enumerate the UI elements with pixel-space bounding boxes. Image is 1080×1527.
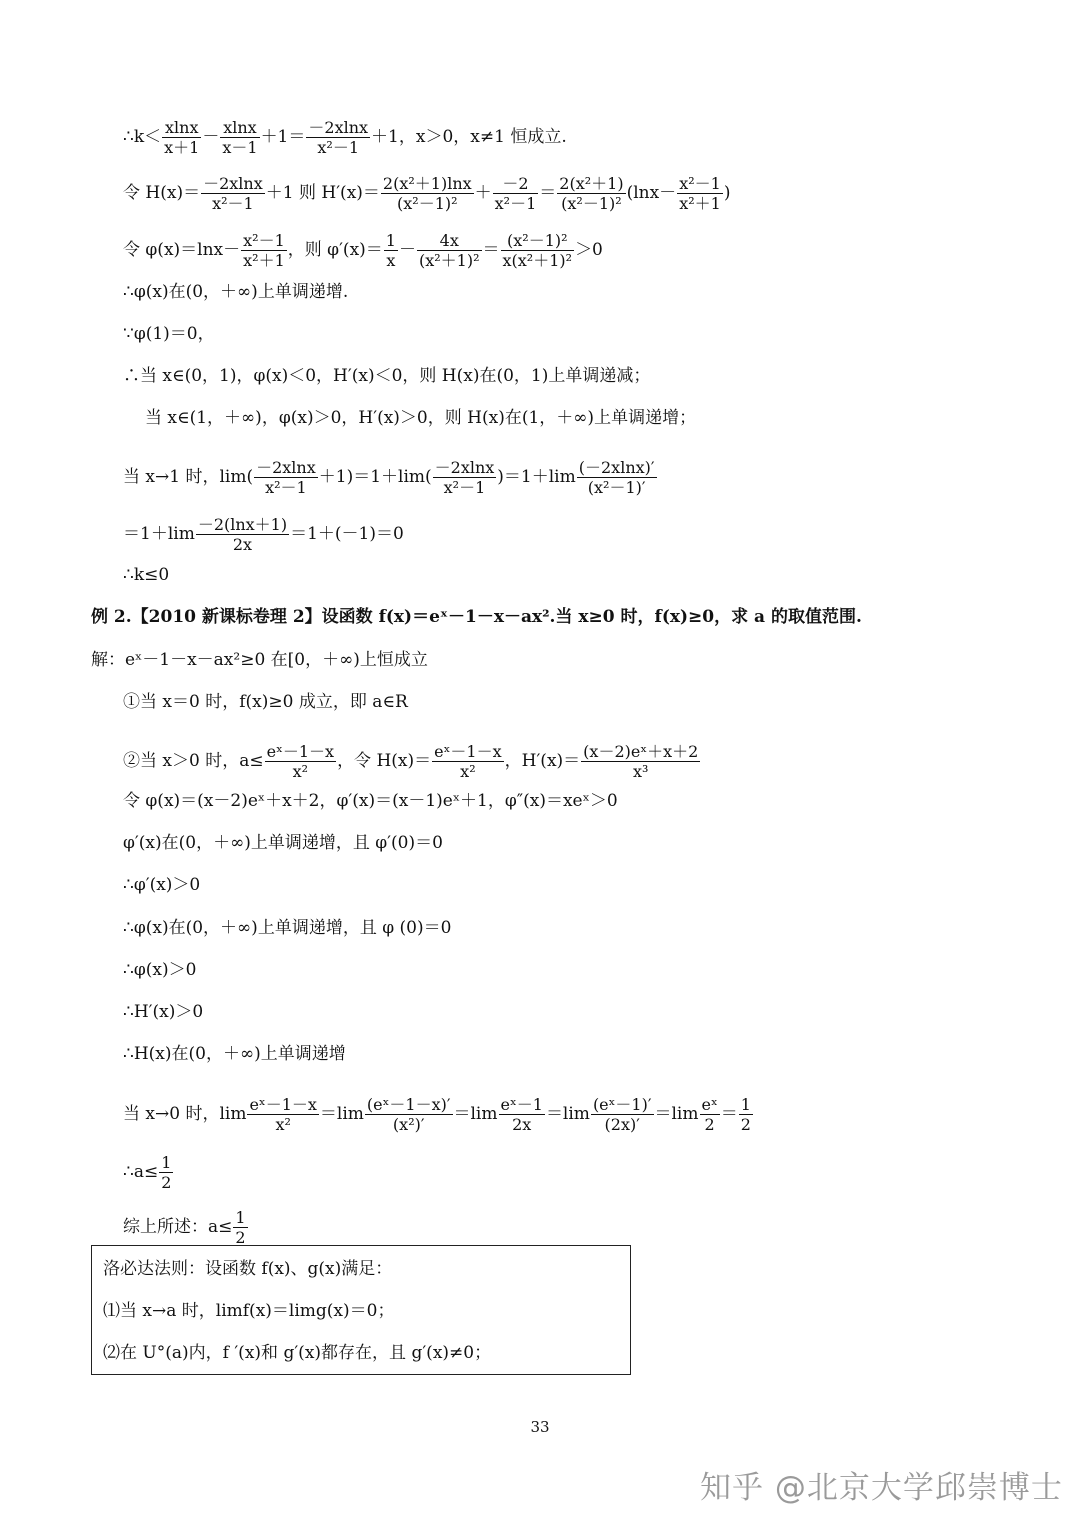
math-line-result: ∴a≤ $\frac{1}{2}$ [123,1153,172,1192]
fraction: $\frac{-2(\ln x+1)}{2x}$ [197,515,288,554]
fraction: $\frac{\text{x²－1}}{\text{x²＋1}}$ [679,174,721,213]
text-line: ∴当 x∈(0，1)，φ(x)＜0，H′(x)＜0，则 H(x)在(0，1)上单调递减； [123,366,651,386]
math-line-conclusion: 综上所述：a≤ $\frac{1}{2}$ [123,1208,246,1247]
solution-line: ∴φ′(x)＞0 [123,875,201,895]
text-line: ∴k≤0 [123,565,170,585]
math-line-case-2: ②当 x＞0 时，a≤ $\frac{\text{eˣ－1－x}}{\text{x²}}$ ，令 H(x)＝ $\frac{\text{eˣ－1－x}}{\text{x²}}$ ，H′(x)＝ $\frac{\text{(x－2)eˣ＋x＋2}}{\text{x³}}$ [123,742,699,781]
text: ∴k＜ [123,127,162,147]
fraction: $\frac{\text{eˣ－1－x}}{\text{x²}}$ [266,742,335,781]
math-line-1: ∴k＜ $\frac{xlnx}{x+1}$ － $\frac{xlnx}{x-1}$ ＋1＝ $\frac{-2xlnx}{\text{x²－1}}$ ＋1，x＞0，x≠1 恒成立. [123,118,567,157]
solution-line: ∴H′(x)＞0 [123,1002,204,1022]
fraction: $\frac{-2xlnx}{\text{x²－1}}$ [434,458,495,497]
fraction: $\frac{(-2xlnx)'}{\text{(x²－1)′}}$ [578,458,655,497]
fraction: $\frac{\text{x²－1}}{\text{x²＋1}}$ [243,231,285,270]
fraction: $\frac{1}{x}$ [385,231,396,270]
fraction: $\frac{-2xlnx}{\text{x²－1}}$ [203,174,263,213]
text-line: ∴φ(x)在(0，＋∞)上单调递增. [123,282,349,302]
solution-line: 令 φ(x)＝(x－2)eˣ＋x＋2，φ′(x)＝(x－1)eˣ＋1，φ″(x)＝xeˣ＞0 [123,791,618,811]
fraction: $\frac{xlnx}{x+1}$ [164,118,200,157]
box-line: ⑵在 U°(a)内，f ′(x)和 g′(x)都存在，且 g′(x)≠0； [103,1343,492,1363]
math-line-2: 令 H(x)＝ $\frac{-2xlnx}{\text{x²－1}}$ ＋1 则 H′(x)＝ $\frac{\text{2(x²＋1)lnx}}{\text{(x²－1)²}}$ ＋ $\frac{-2}{\text{x²－1}}$ ＝ $\frac{\text{2(x²＋1)}}{\text{(x²－1)²}}$ (lnx－ $\frac{\text{x²－1}}{\text{x²＋1}}$ ) [123,174,731,213]
box-line: 洛必达法则：设函数 f(x)、g(x)满足： [103,1259,393,1279]
fraction: $\frac{\text{eˣ－1－x}}{\text{x²}}$ [249,1095,317,1134]
solution-line: 解：eˣ－1－x－ax²≥0 在[0，＋∞)上恒成立 [91,650,428,670]
fraction: $\frac{\text{2(x²＋1)}}{\text{(x²－1)²}}$ [559,174,624,213]
text-line: 当 x∈(1，＋∞)，φ(x)＞0，H′(x)＞0，则 H(x)在(1，＋∞)上单调递增； [145,408,697,428]
fraction: $\frac{4x}{\text{(x²＋1)²}}$ [418,231,480,270]
fraction: $\frac{\text{2(x²＋1)lnx}}{\text{(x²－1)²}}$ [382,174,472,213]
fraction: $\frac{\text{(eˣ－1－x)′}}{\text{(x²)′}}$ [366,1095,451,1134]
lhopital-rule-box [91,1245,631,1375]
solution-line: ∴φ(x)＞0 [123,960,197,980]
fraction: $\frac{1}{2}$ [740,1095,751,1134]
solution-line: ∴H(x)在(0，＋∞)上单调递增 [123,1044,346,1064]
math-line-limit-2: ＝1＋lim $\frac{-2(\ln x+1)}{2x}$ ＝1＋(－1)＝0 [123,515,404,554]
fraction: $\frac{\text{eˣ}}{2}$ [701,1095,718,1134]
watermark: 知乎 @北京大学邱崇博士 [700,1470,1063,1506]
math-line-limit: 当 x→1 时，lim( $\frac{-2xlnx}{\text{x²－1}}$ ＋1)＝1＋lim( $\frac{-2xlnx}{\text{x²－1}}$ )＝1＋lim $\frac{(-2xlnx)'}{\text{(x²－1)′}}$ [123,458,655,497]
fraction: $\frac{\text{eˣ－1}}{2x}$ [500,1095,543,1134]
box-line: ⑴当 x→a 时，limf(x)＝limg(x)＝0； [103,1301,395,1321]
fraction: $\frac{\text{(x－2)eˣ＋x＋2}}{\text{x³}}$ [583,742,699,781]
solution-line: ①当 x＝0 时，f(x)≥0 成立，即 a∈R [123,692,408,712]
fraction: $\frac{1}{2}$ [161,1153,172,1192]
solution-line: φ′(x)在(0，＋∞)上单调递增，且 φ′(0)＝0 [123,833,443,853]
text-line: ∵φ(1)＝0， [123,324,215,344]
solution-line: ∴φ(x)在(0，＋∞)上单调递增，且 φ (0)＝0 [123,918,452,938]
fraction: $\frac{xlnx}{x-1}$ [222,118,258,157]
example-title: 例 2.【2010 新课标卷理 2】设函数 f(x)＝eˣ－1－x－ax².当 x≥0 时，f(x)≥0，求 a 的取值范围. [91,607,862,627]
fraction: $\frac{\text{(x²－1)²}}{\text{x(x²＋1)²}}$ [502,231,573,270]
fraction: $\frac{\text{eˣ－1－x}}{\text{x²}}$ [434,742,502,781]
fraction: $\frac{\text{(eˣ－1)′}}{(2x)'}$ [592,1095,652,1134]
fraction: $\frac{-2}{\text{x²－1}}$ [494,174,537,213]
fraction: $\frac{-2xlnx}{\text{x²－1}}$ [308,118,369,157]
math-line-limit-3: 当 x→0 时，lim $\frac{\text{eˣ－1－x}}{\text{x²}}$ ＝lim $\frac{\text{(eˣ－1－x)′}}{\text{(x²)′}}$ ＝lim $\frac{\text{eˣ－1}}{2x}$ ＝lim $\frac{\text{(eˣ－1)′}}{(2x)'}$ ＝lim $\frac{\text{eˣ}}{2}$ ＝ $\frac{1}{2}$ [123,1095,751,1134]
fraction: $\frac{1}{2}$ [235,1208,246,1247]
fraction: $\frac{-2xlnx}{\text{x²－1}}$ [256,458,316,497]
page-number: 33 [530,1418,550,1436]
math-line-3: 令 φ(x)＝lnx－ $\frac{\text{x²－1}}{\text{x²＋1}}$ ，则 φ′(x)＝ $\frac{1}{x}$ － $\frac{4x}{\text{(x²＋1)²}}$ ＝ $\frac{\text{(x²－1)²}}{\text{x(x²＋1)²}}$ ＞0 [123,231,603,270]
